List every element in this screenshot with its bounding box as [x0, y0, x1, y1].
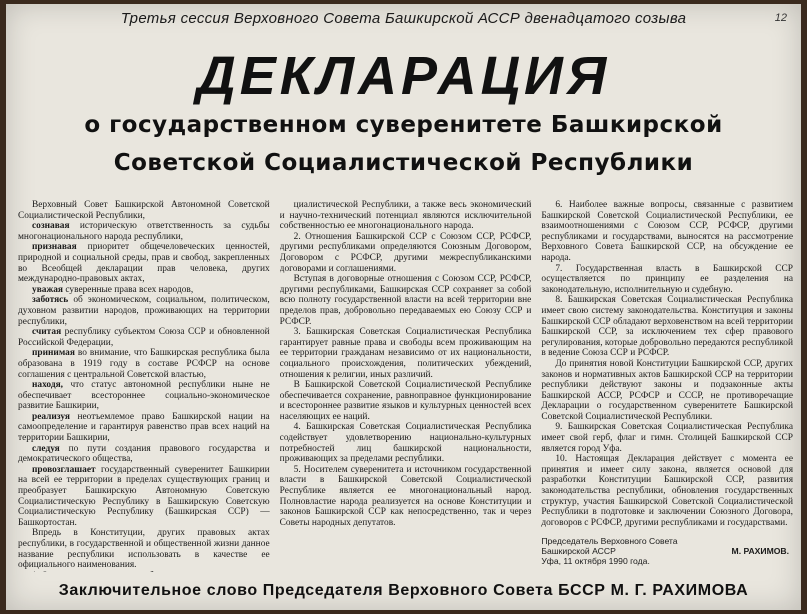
signature-place-date: Уфа, 11 октября 1990 года.	[541, 556, 650, 567]
column-3	[541, 200, 793, 572]
paragraph-lead: следуя	[32, 443, 60, 454]
paragraph	[280, 422, 532, 464]
paragraph-text: суверенные права всех народов,	[65, 284, 194, 295]
paragraph	[280, 274, 532, 327]
paragraph-lead: находя,	[32, 380, 63, 391]
paragraph-text: 7. Государственная власть в Башкирской ССР осуществляется по принципу ее разделения на законодательную, исполнительную и судебную.	[541, 263, 794, 295]
paragraph-text	[18, 571, 270, 572]
paragraph-text: историческую ответственность за судьбы многонационального народа республики,	[18, 221, 270, 242]
paragraph	[18, 412, 270, 444]
paragraph	[18, 242, 270, 284]
paragraph-text: 9. Башкирская Советская Социалистическая Республика имеет свой герб, флаг и гимн. Столицей Башкирской ССР является город Уфа.	[541, 422, 794, 454]
paragraph-text: республику субъектом Союза ССР и обновленной Российской Федерации,	[18, 327, 270, 348]
paragraph	[541, 264, 793, 296]
paragraph	[18, 327, 270, 348]
signature-block	[541, 536, 793, 566]
paragraph	[541, 200, 793, 264]
column-2	[280, 200, 532, 572]
paragraph-lead: признавая	[32, 242, 77, 253]
paragraph-text: Верховный Совет Башкирской Автономной Советской Социалистической Республики,	[18, 200, 270, 221]
paragraph-lead: провозглашает	[32, 464, 96, 475]
paragraph	[18, 285, 270, 296]
paragraph-text: Вступая в договорные отношения с Союзом ССР, РСФСР, другими республиками, Башкирская ССР сохраняет за собой всю полноту государственной власти на всей территории вне пределов прав, добровольно передаваемых ею Союзу ССР и РСФСР.	[279, 274, 532, 327]
paragraph	[18, 528, 270, 570]
paragraph-lead: принимая	[32, 348, 75, 359]
signature-name: М. РАХИМОВ.	[731, 546, 790, 557]
declaration-title: ДЕКЛАРАЦИЯ	[196, 46, 611, 106]
paragraph-text: государственный суверенитет Башкирии на всей ее территории в пределах существующих границ и преобразует Башкирскую Автономную Советскую Социалистическую Республику в Башкирскую Советскую Социалистическую Республику (Башкирская ССР) — Башкортостан.	[18, 464, 270, 528]
paragraph	[541, 295, 793, 359]
paragraph	[18, 348, 270, 380]
paragraph	[18, 444, 270, 465]
newspaper-page	[6, 4, 801, 610]
paragraph-text: 4. Башкирская Советская Социалистическая Республика содействует удовлетворению национально-культурных потребностей лиц башкирской национальности, проживающих за пределами республики.	[279, 422, 532, 465]
subtitle-line-2: Советской Социалистической Республики	[113, 150, 694, 176]
paragraph	[541, 454, 793, 528]
paragraph-text: во внимание, что Башкирская республика была образована в 1919 году в составе РСФСР на основе соглашения с центральной Советской властью,	[18, 348, 270, 380]
paragraph-text: Впредь в Конституции, других правовых актах республики, в государственной и общественной жизни данное название республики использовать в качестве ее официального наименования.	[18, 528, 270, 571]
paragraph-text: циалистической Республики, а также весь экономический и научно-технический потенциал являются исключительной собственностью ее многонационального народа.	[279, 200, 532, 232]
column-1	[18, 200, 270, 572]
paragraph-text: В Башкирской Советской Социалистической Республике обеспечивается сохранение, равноправное функционирование и всестороннее развитие языков и культурных ценностей всех населяющих ее наций.	[279, 380, 532, 422]
paragraph	[541, 422, 793, 454]
paragraph-text: 8. Башкирская Советская Социалистическая Республика имеет свою систему законодательства. Конституция и законы Башкирской ССР обладают верховенством на всей территории Башкирской ССР, за исключением тех сфер правового регулирования, которые добровольно передаются республикой в ведение Союза ССР и РСФСР.	[541, 295, 794, 359]
paragraph	[18, 295, 270, 327]
text-columns	[18, 200, 793, 572]
paragraph-text: 10. Настоящая Декларация действует с момента ее принятия и имеет силу закона, является основой для разработки Конституции Башкирской ССР, развития законодательства республики, обновления государственных структур, участия Башкирской Советской Социалистической Республики в подготовке и заключении Союзного Договора, договоров с РСФСР, другими республиками и государствами.	[541, 454, 794, 528]
signature-title-1: Председатель Верховного Совета	[541, 536, 678, 547]
closing-speech-headline: Заключительное слово Председателя Верховного Совета БССР М. Г. РАХИМОВА	[58, 582, 749, 599]
paragraph	[18, 200, 270, 221]
paragraph	[280, 200, 532, 232]
column-3-body	[541, 200, 793, 528]
paragraph	[18, 465, 270, 529]
paragraph-lead: уважая	[32, 284, 63, 295]
paragraph	[280, 380, 532, 422]
paragraph-text: об экономическом, социальном, политическом, духовном развитии народов, проживающих на территории республики,	[18, 295, 270, 327]
paragraph-text: неотъемлемое право Башкирской нации на самоопределение и гарантируя равенство прав всех наций на территории Башкирии,	[18, 411, 270, 444]
session-header: Третья сессия Верховного Совета Башкирской АССР двенадцатого созыва	[120, 10, 687, 27]
page-number: 12	[774, 12, 787, 24]
paragraph	[18, 221, 270, 242]
paragraph	[280, 232, 532, 274]
paragraph-lead: заботясь	[32, 295, 69, 306]
paragraph-text: 6. Наиболее важные вопросы, связанные с развитием Башкирской Советской Социалистической Республики, ее взаимоотношениями с Союзом ССР, РСФСР, другими республиками и государствами, выносятся на рассмотрение Верховного Совета Башкирской ССР, на обсуждение ее народа.	[541, 200, 794, 263]
paragraph-text: по пути создания правового государства и демократического общества,	[18, 443, 270, 465]
paragraph	[18, 571, 270, 572]
paragraph-text: 3. Башкирская Советская Социалистическая Республика гарантирует равные права и свободы всем проживающим на ее территории гражданам независимо от их национальности, социального происхождения, политических убеждений, отношения к религии, иных различий.	[279, 327, 532, 380]
subtitle-line-1: о государственном суверенитете Башкирской	[84, 112, 723, 138]
paragraph-text: 2. Отношения Башкирской ССР с Союзом ССР, РСФСР, другими республиками определяются Союзным Договором, Договором с РСФСР, другими межреспубликанскими договорами и соглашениями.	[279, 231, 532, 274]
paragraph	[280, 465, 532, 529]
paragraph	[18, 380, 270, 412]
paragraph-text: До принятия новой Конституции Башкирской ССР, других законов и нормативных актов Башкирской ССР на территории республики действуют законы и подзаконные акты Башкирской АССР, РСФСР и СССР, не противоречащие Декларации о государственном суверенитете Башкирской Советской Социалистической Республики.	[541, 358, 794, 422]
paragraph-lead: считая	[32, 327, 62, 338]
paragraph-text: что статус автономной республики ныне не обеспечивает всестороннее социально-экономическое развитие Башкирии,	[18, 380, 270, 412]
paragraph-lead: реализуя	[32, 411, 70, 422]
paragraph-lead: сознавая	[32, 221, 70, 232]
paragraph	[280, 327, 532, 380]
paragraph-text: 5. Носителем суверенитета и источником государственной власти в Башкирской Советской Социалистической Республике является ее многонациональный народ. Полновластие народа реализуется на основе Конституции и законов Башкирской ССР как непосредственно, так и через Советы народных депутатов.	[279, 464, 532, 528]
paragraph-text: приоритет общечеловеческих ценностей, природной и социальной среды, прав и свобод, закрепленных во Всеобщей декларации прав человека, других международно-правовых актах,	[18, 242, 270, 285]
signature-title-2: Башкирской АССР	[541, 546, 616, 557]
paragraph	[541, 359, 793, 423]
